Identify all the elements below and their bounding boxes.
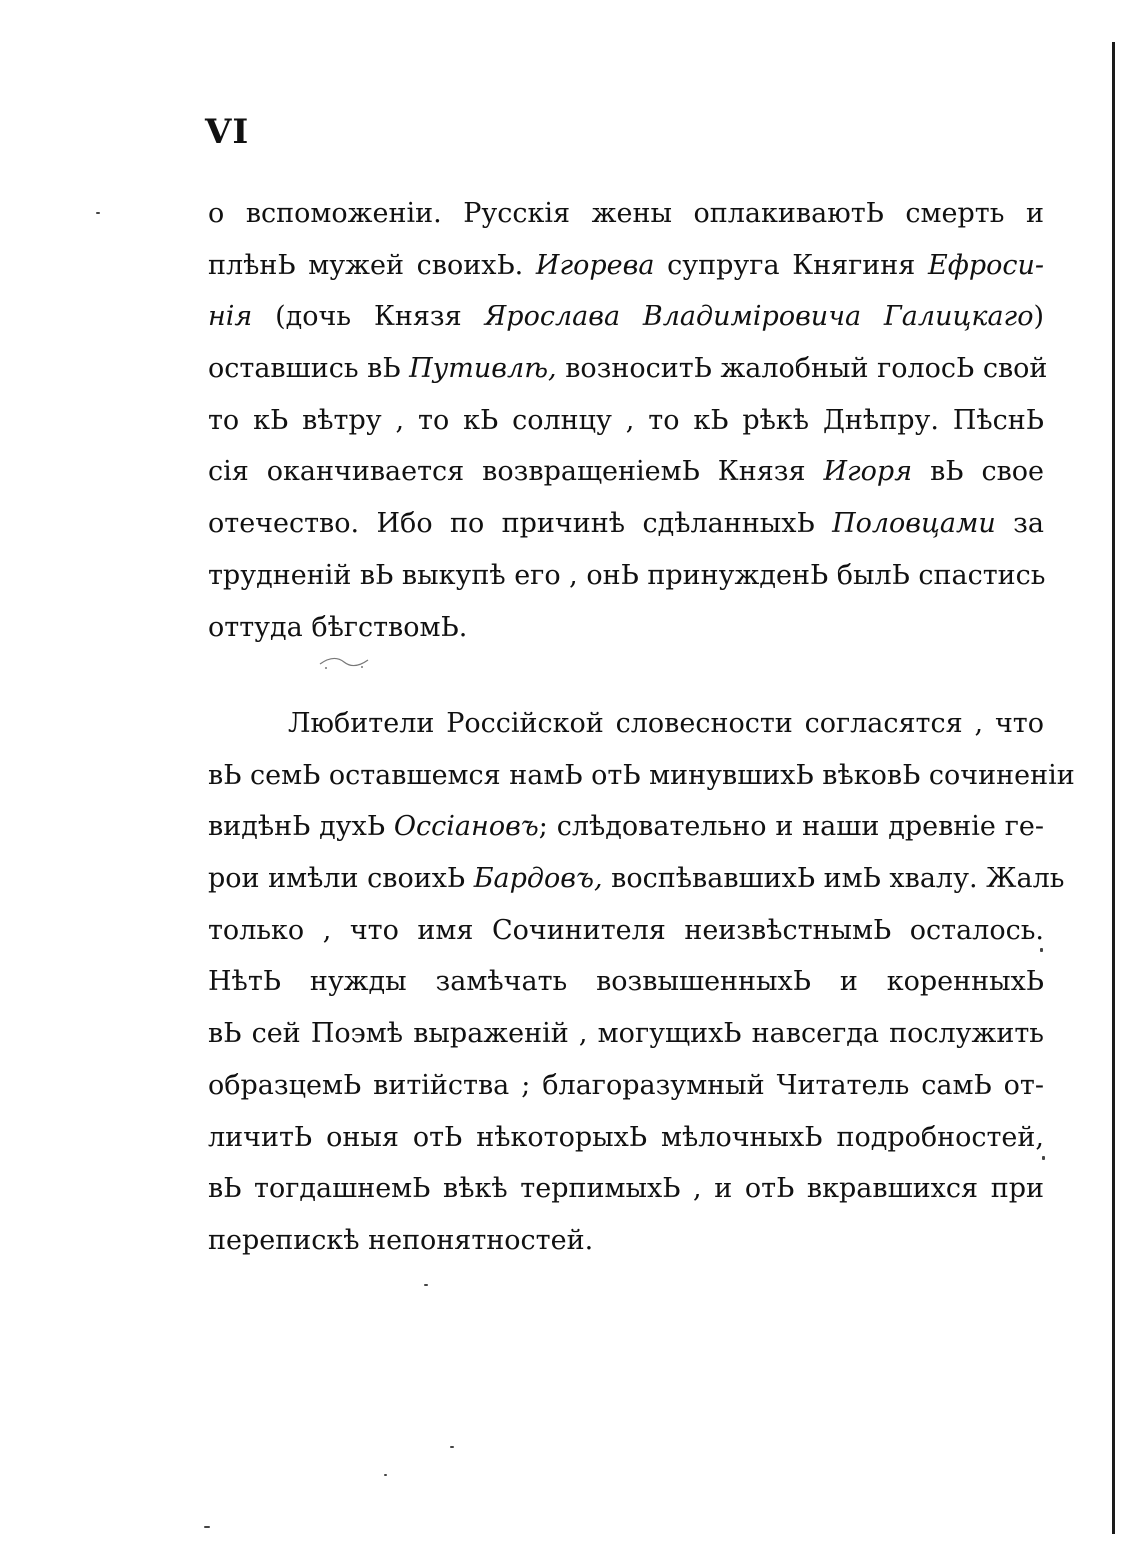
text-line — [208, 801, 1044, 853]
text-run: оставшись вЬ — [208, 353, 410, 385]
print-speck — [424, 1284, 428, 1286]
text-run: личитЬ оныя отЬ нѣкоторыхЬ мѣлочныхЬ подробностей, — [208, 1121, 1044, 1153]
paragraph-2 — [208, 698, 1075, 1267]
text-line — [208, 446, 1044, 498]
print-speck — [204, 1526, 210, 1528]
print-speck — [1042, 1156, 1045, 1160]
text-line — [208, 498, 1044, 550]
text-run: Любители Россійской словесности согласятся , что — [288, 708, 1044, 739]
italic-name: Оссіановъ — [393, 811, 539, 843]
text-line — [208, 291, 1044, 343]
text-run: вЬ свое — [912, 456, 1045, 488]
text-line — [208, 343, 1048, 395]
text-run: перепискѣ непонятностей. — [208, 1224, 594, 1256]
text-line — [208, 188, 1044, 240]
print-speck — [450, 1446, 454, 1448]
text-run: сія оканчивается возвращеніемЬ Князя — [208, 456, 824, 488]
text-run: вЬ сей Поэмѣ выраженій , могущихЬ навсегда послужить — [208, 1018, 1044, 1050]
print-speck — [1040, 948, 1043, 952]
italic-name: Бардовъ, — [473, 863, 603, 895]
text-run: НѣтЬ нужды замѣчать возвышенныхЬ и коренныхЬ — [208, 966, 1044, 998]
italic-name: Игорева — [535, 249, 655, 281]
ornament-mark — [316, 648, 372, 672]
text-run: только , что имя Сочинителя неизвѣстнымЬ осталось. — [208, 914, 1044, 946]
text-line — [208, 602, 1044, 654]
text-line — [208, 1112, 1044, 1164]
text-line — [208, 1008, 1044, 1060]
text-line — [208, 550, 1044, 602]
page-number: VI — [205, 112, 250, 152]
text-run: за — [995, 508, 1044, 540]
italic-name: нія — [208, 301, 253, 333]
text-run: (дочь Князя — [252, 301, 485, 333]
text-run: возноситЬ жалобный голосЬ свой — [556, 353, 1048, 385]
text-line — [208, 395, 1044, 447]
italic-name: Половцами — [832, 508, 996, 540]
italic-name: Путивлѣ, — [409, 353, 557, 385]
text-run: то кЬ вѣтру , то кЬ солнцу , то кЬ рѣкѣ Днѣпру. ПѣснЬ — [208, 404, 1044, 436]
text-run: рои имѣли своихЬ — [208, 863, 474, 895]
text-run: отечество. Ибо по причинѣ сдѣланныхЬ — [208, 508, 833, 540]
text-run: трудненій вЬ выкупѣ его , онЬ принужденЬ былЬ спастись — [208, 559, 1046, 591]
text-run: вЬ тогдашнемЬ вѣкѣ терпимыхЬ , и отЬ вкравшихся при — [208, 1173, 1044, 1205]
text-run: ) — [1033, 301, 1044, 333]
text-line — [208, 956, 1044, 1008]
text-line — [208, 698, 1044, 750]
paragraph-1 — [208, 188, 1048, 653]
text-line — [208, 1215, 1044, 1267]
print-speck — [96, 212, 100, 214]
text-run: оттуда бѣгствомЬ. — [208, 611, 468, 643]
text-run: видѣнЬ духЬ — [208, 811, 394, 843]
italic-name: Ефроси- — [927, 249, 1044, 281]
text-line — [208, 1163, 1044, 1215]
text-line — [208, 750, 1075, 802]
text-run: супруга Княгиня — [654, 249, 928, 281]
text-run: вЬ семЬ оставшемся намЬ отЬ минувшихЬ вѣковЬ сочиненіи — [208, 759, 1075, 791]
text-line — [208, 240, 1044, 292]
text-run: образцемЬ витійства ; благоразумный Читатель самЬ от- — [208, 1069, 1044, 1101]
text-run: плѣнЬ мужей своихЬ. — [208, 249, 536, 281]
text-run: о вспоможеніи. Русскія жены оплакиваютЬ смерть и — [208, 198, 1044, 229]
page-edge-rule — [1112, 42, 1115, 1534]
text-line — [208, 905, 1044, 957]
text-run: воспѣвавшихЬ имЬ хвалу. Жаль — [602, 863, 1065, 895]
text-line — [208, 853, 1065, 905]
italic-name: Игоря — [823, 456, 913, 488]
print-speck — [384, 1474, 387, 1476]
text-line — [208, 1060, 1044, 1112]
text-run: ; слѣдовательно и наши древніе ге- — [538, 811, 1045, 843]
italic-name: Ярослава Владиміровича Галицкаго — [484, 301, 1034, 333]
